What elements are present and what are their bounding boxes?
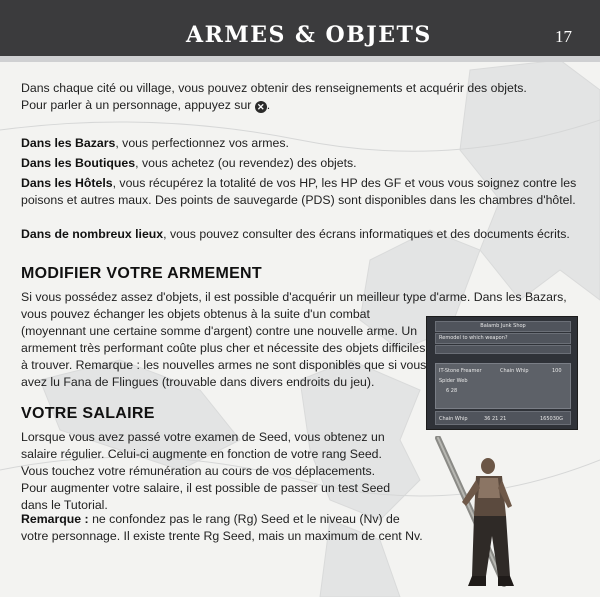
page-number: 17 xyxy=(555,27,572,46)
shop-title: Balamb Junk Shop xyxy=(435,321,571,332)
place-bazars xyxy=(21,135,289,152)
place-desc: , vous pouvez consulter des écrans informatiques et des documents écrits. xyxy=(163,227,570,241)
section-heading-salaire: VOTRE SALAIRE xyxy=(21,405,155,422)
place-desc: , vous achetez (ou revendez) des objets. xyxy=(135,156,357,170)
place-term: Dans les Bazars xyxy=(21,136,116,150)
armement-line-6: avez lu Fana de Flingues (trouvable dans divers endroits du jeu). xyxy=(21,375,375,389)
place-term: Dans les Boutiques xyxy=(21,156,136,170)
cross-button-icon: ✕ xyxy=(255,101,267,113)
shop-weapon-price: 100 xyxy=(552,368,562,374)
intro-line-1: Dans chaque cité ou village, vous pouvez obtenir des renseignements et acquérir des objets. xyxy=(21,81,527,95)
shop-footer-weapon: Chain Whip xyxy=(439,416,468,422)
armement-line-1: Si vous possédez assez d'objets, il est possible d'acquérir un meilleur type d'arme. Dans les Bazars, xyxy=(21,290,567,304)
armement-line-2: vous pouvez échanger les objets obtenus à la suite d'un combat xyxy=(21,307,370,321)
note-term: Remarque : xyxy=(21,512,89,526)
chapter-title: ARMES & OBJETS xyxy=(186,22,432,48)
intro-line-2: Pour parler à un personnage, appuyez sur ✕ . xyxy=(21,98,271,112)
salaire-line-3: Vous touchez votre rémunération au cours de vos déplacements. xyxy=(21,464,376,478)
salaire-line-5: dans le Tutorial. xyxy=(21,498,108,512)
place-lieux xyxy=(21,226,570,243)
shop-footer xyxy=(435,411,571,425)
shop-item-1: IT-Stone Freamer xyxy=(439,368,482,374)
place-boutiques xyxy=(21,155,357,172)
place-term: Dans de nombreux lieux xyxy=(21,227,164,241)
shop-empty-bar xyxy=(435,345,571,354)
shop-item-2: Spider Web xyxy=(439,378,468,384)
salaire-note-line-1 xyxy=(21,511,400,528)
salaire-note-line-2: votre personnage. Il existe trente Rg Seed, mais un maximum de cent Nv. xyxy=(21,529,423,543)
place-desc: , vous récupérez la totalité de vos HP, les HP des GF et vous vous soignez contre les poisons et autres maux. Des points de sauvegarde (PDS) sont disponibles dans les chambres d'hôtel. xyxy=(21,176,577,207)
shop-prompt: Remodel to which weapon? xyxy=(435,333,571,344)
intro-line-2-text: Pour parler à un personnage, appuyez sur xyxy=(21,98,252,112)
shop-footer-stats: 36 21 21 xyxy=(484,416,507,422)
armement-line-4: armement très performant coûte plus cher et nécessite des objets difficiles xyxy=(21,341,426,355)
shop-screenshot xyxy=(426,316,578,430)
salaire-line-1: Lorsque vous avez passé votre examen de Seed, vous obtenez un xyxy=(21,430,385,444)
shop-item-2-qty: 6 28 xyxy=(446,388,458,394)
place-desc: , vous perfectionnez vos armes. xyxy=(115,136,289,150)
place-hotels xyxy=(21,175,579,209)
character-illustration xyxy=(418,436,518,597)
section-heading-armement: MODIFIER VOTRE ARMEMENT xyxy=(21,265,262,282)
salaire-line-4: Pour augmenter votre salaire, il est possible de passer un test Seed xyxy=(21,481,391,495)
note-text: ne confondez pas le rang (Rg) Seed et le niveau (Nv) de xyxy=(88,512,400,526)
shop-footer-money: 165030G xyxy=(540,416,563,422)
armement-line-3: (moyennant une certaine somme d'argent) contre une nouvelle arme. Un xyxy=(21,324,418,338)
place-term: Dans les Hôtels xyxy=(21,176,113,190)
salaire-line-2: salaire régulier. Celui-ci augmente en fonction de votre rang Seed. xyxy=(21,447,382,461)
shop-weapon-name: Chain Whip xyxy=(500,368,529,374)
armement-line-5: à trouver. Remarque : les nouvelles armes ne sont disponibles que si vous xyxy=(21,358,427,372)
shop-item-panel xyxy=(435,363,571,409)
